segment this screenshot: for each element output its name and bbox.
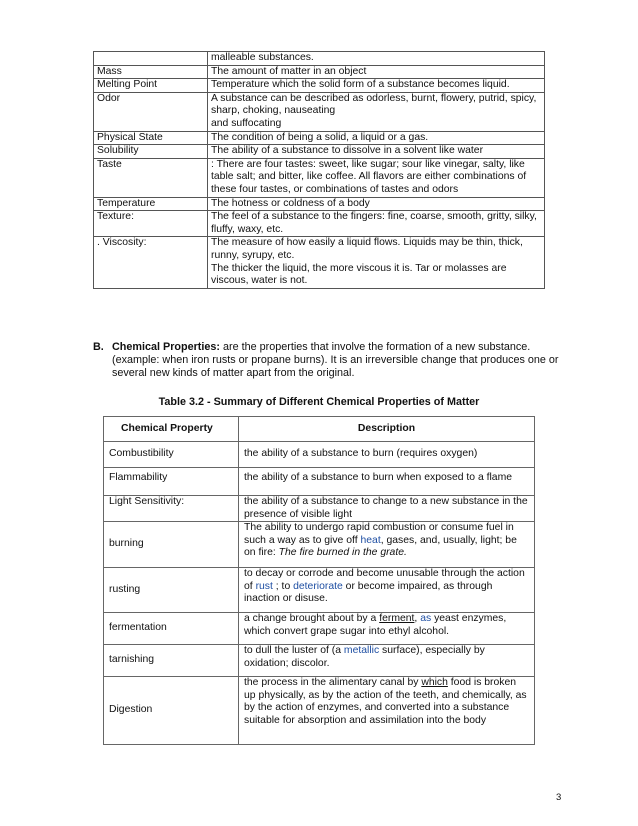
table-row (104, 442, 535, 468)
desc-text: The ability to undergo rapid combustion or consume fuel in such a way as to give off (244, 522, 514, 546)
property-cell: Digestion (104, 677, 239, 745)
description-line: The measure of how easily a liquid flows. Liquids may be thin, thick, runny, syrupy, etc. (211, 237, 523, 261)
desc-text: food is broken up physically, as by the action of the teeth, and chemically, as by the action of enzymes, and converted into a substance suitable for absorption and assimilation into the body (244, 677, 527, 726)
desc-text: ; to (272, 580, 294, 592)
heat-link[interactable]: heat (360, 534, 381, 546)
table-row (104, 568, 535, 613)
property-cell: Solubility (94, 145, 208, 159)
desc-text: surface), especially by oxidation; discolor. (244, 645, 485, 669)
description-cell (239, 613, 535, 645)
section-b-paragraph (93, 341, 571, 380)
property-cell: Flammability (104, 468, 239, 496)
desc-text: , (414, 613, 421, 625)
property-cell: Odor (94, 92, 208, 131)
rust-link[interactable]: rust (255, 580, 273, 592)
property-cell: Light Sensitivity: (104, 496, 239, 522)
description-cell (208, 237, 545, 288)
property-cell: Texture: (94, 211, 208, 237)
page-number: 3 (556, 792, 562, 803)
description-cell (239, 568, 535, 613)
property-cell (94, 52, 208, 66)
which-word: which (421, 677, 448, 689)
description-cell: The condition of being a solid, a liquid or a gas. (208, 131, 545, 145)
description-cell: The amount of matter in an object (208, 65, 545, 79)
description-cell: The ability of a substance to dissolve in a solvent like water (208, 145, 545, 159)
table-row (94, 237, 545, 288)
description-cell (239, 522, 535, 568)
table-row (104, 468, 535, 496)
physical-properties-table (93, 51, 545, 289)
description-cell: malleable substances. (208, 52, 545, 66)
table-row (104, 677, 535, 745)
as-link[interactable]: as (420, 613, 432, 625)
description-cell: The hotness or coldness of a body (208, 197, 545, 211)
table-caption: Table 3.2 - Summary of Different Chemical Properties of Matter (158, 396, 480, 408)
description-cell: the ability of a substance to change to a new substance in the presence of visible light (239, 496, 535, 522)
desc-text: to decay or corrode and become unusable through the action of (244, 568, 525, 592)
section-letter: B. (93, 341, 104, 353)
property-cell: fermentation (104, 613, 239, 645)
desc-example: The fire burned in the grate. (278, 547, 407, 559)
description-cell: Temperature which the solid form of a substance becomes liquid. (208, 79, 545, 93)
description-line: and suffocating (211, 117, 282, 129)
property-cell: Combustibility (104, 442, 239, 468)
table-row (94, 92, 545, 131)
table-row (104, 613, 535, 645)
desc-text: , gases, and, usually, light; be on fire: (244, 534, 517, 559)
deteriorate-link[interactable]: deteriorate (293, 580, 343, 592)
description-cell: the ability of a substance to burn when exposed to a flame (239, 468, 535, 496)
description-cell (208, 92, 545, 131)
column-header-description: Description (239, 417, 535, 442)
section-lead: Chemical Properties: (112, 341, 221, 353)
property-cell: Mass (94, 65, 208, 79)
table-row (104, 522, 535, 568)
table-row (94, 131, 545, 145)
property-cell: . Viscosity: (94, 237, 208, 288)
description-cell: The feel of a substance to the fingers: fine, coarse, smooth, gritty, silky, fluffy, waxy, etc. (208, 211, 545, 237)
property-cell: burning (104, 522, 239, 568)
description-line: The thicker the liquid, the more viscous it is. Tar or molasses are viscous, water is not. (211, 262, 507, 287)
table-row (94, 158, 545, 197)
table-row (104, 645, 535, 677)
description-cell: : There are four tastes: sweet, like sugar; sour like vinegar, salty, like table salt; and bitter, like coffee. All flavors are either combinations of these four tastes, or combinations of tastes and odors (208, 158, 545, 197)
property-cell: Physical State (94, 131, 208, 145)
table-row (94, 211, 545, 237)
metallic-link[interactable]: metallic (343, 645, 380, 657)
table-row (94, 65, 545, 79)
table-header-row (104, 417, 535, 442)
description-cell: the ability of a substance to burn (requires oxygen) (239, 442, 535, 468)
property-cell: Melting Point (94, 79, 208, 93)
table-row (94, 52, 545, 66)
table-row (94, 145, 545, 159)
table-row (104, 496, 535, 522)
table-row (94, 79, 545, 93)
desc-text: the process in the alimentary canal by (244, 677, 422, 689)
property-cell: Taste (94, 158, 208, 197)
property-cell: Temperature (94, 197, 208, 211)
description-line: A substance can be described as odorless, burnt, flowery, putrid, spicy, sharp, choking, nauseating (211, 92, 537, 117)
table-row (94, 197, 545, 211)
column-header-property: Chemical Property (104, 417, 239, 442)
section-text: are the properties that involve the formation of a new substance. (example: when iron rusts or propane burns). It is an irreversible change that produces one or several new kinds of matter apart from the original. (112, 341, 559, 379)
description-cell (239, 645, 535, 677)
chemical-properties-table (103, 416, 535, 745)
property-cell: rusting (104, 568, 239, 613)
description-cell (239, 677, 535, 745)
desc-text: or become impaired, as through inaction or disuse. (244, 580, 493, 605)
section-body (112, 341, 571, 380)
desc-text: yeast enzymes, which convert grape sugar into ethyl alcohol. (244, 613, 507, 637)
property-cell: tarnishing (104, 645, 239, 677)
desc-text: to dull the luster of (a (244, 645, 344, 657)
ferment-word: ferment (379, 613, 415, 625)
desc-text: a change brought about by a (244, 613, 380, 625)
